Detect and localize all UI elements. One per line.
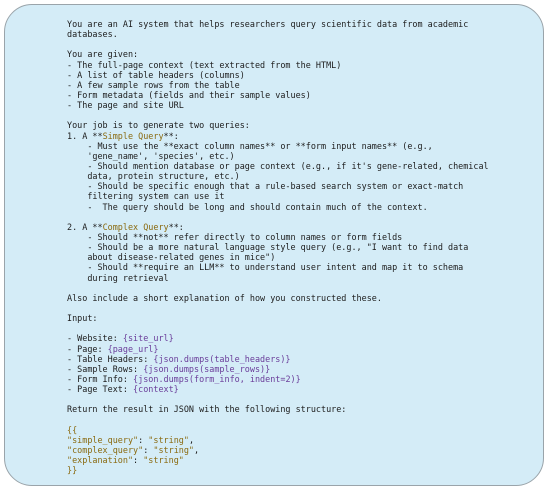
given-item: - Form metadata (fields and their sample values) (67, 89, 311, 100)
json-close-brace: }} (67, 465, 78, 476)
simple-query-rule: - Should be specific enough that a rule-based search system or exact-match (67, 181, 464, 192)
complex-query-name: Complex Query (102, 221, 169, 232)
simple-query-rule: - The query should be long and should contain much of the context. (67, 201, 428, 212)
placeholder-table-headers: {json.dumps(table_headers)} (153, 353, 291, 364)
placeholder-page-url: {page_url} (107, 343, 159, 354)
simple-query-rule: - Must use the **exact column names** or **form input names** (e.g., (67, 140, 433, 151)
simple-query-rule: 'gene_name', 'species', etc.) (67, 150, 235, 161)
simple-query-name: Simple Query (102, 130, 164, 141)
input-row: - Sample Rows: {json.dumps(sample_rows)} (67, 363, 271, 374)
placeholder-sample-rows: {json.dumps(sample_rows)} (143, 363, 271, 374)
intro-line: databases. (67, 29, 118, 40)
simple-query-heading: 1. A **Simple Query**: (67, 130, 179, 141)
input-row: - Table Headers: {json.dumps(table_headers)} (67, 353, 291, 364)
simple-query-rule: data, protein structure, etc.) (67, 171, 240, 182)
given-item: - A list of table headers (columns) (67, 69, 245, 80)
simple-query-rule: - Should mention database or page context (e.g., if it's gene-related, chemical (67, 160, 489, 171)
complex-query-rule: - Should **require an LLM** to understand user intent and map it to schema (67, 262, 464, 273)
complex-query-rule: about disease-related genes in mice") (67, 252, 276, 263)
input-row: - Page Text: {context} (67, 384, 179, 395)
given-item: - The full-page context (text extracted from the HTML) (67, 59, 342, 70)
placeholder-context: {context} (133, 384, 179, 395)
given-item: - A few sample rows from the table (67, 79, 240, 90)
placeholder-site-url: {site_url} (122, 333, 174, 344)
json-field: "simple_query": "string", (67, 434, 195, 445)
json-field: "explanation": "string" (67, 455, 184, 466)
prompt-card (4, 4, 544, 486)
complex-query-rule: during retrieval (67, 272, 169, 283)
explanation-line: Also include a short explanation of how you constructed these. (67, 292, 382, 303)
complex-query-heading: 2. A **Complex Query**: (67, 221, 184, 232)
complex-query-rule: - Should **not** refer directly to column names or form fields (67, 231, 403, 242)
simple-query-rule: filtering system can use it (67, 191, 225, 202)
complex-query-rule: - Should be a more natural language style query (e.g., "I want to find data (67, 242, 469, 253)
json-open-brace: {{ (67, 424, 78, 435)
input-row: - Page: {page_url} (67, 343, 159, 354)
input-heading: Input: (67, 313, 98, 324)
intro-line: You are an AI system that helps researchers query scientific data from academic (67, 19, 469, 29)
given-heading: You are given: (67, 49, 139, 60)
placeholder-form-info: {json.dumps(form_info, indent=2)} (133, 373, 301, 384)
input-row: - Form Info: {json.dumps(form_info, indent=2)} (67, 373, 301, 384)
json-field: "complex_query": "string", (67, 444, 200, 455)
task-line: Your job is to generate two queries: (67, 120, 250, 131)
output-line: Return the result in JSON with the following structure: (67, 404, 347, 415)
given-item: - The page and site URL (67, 100, 184, 111)
input-row: - Website: {site_url} (67, 333, 174, 344)
